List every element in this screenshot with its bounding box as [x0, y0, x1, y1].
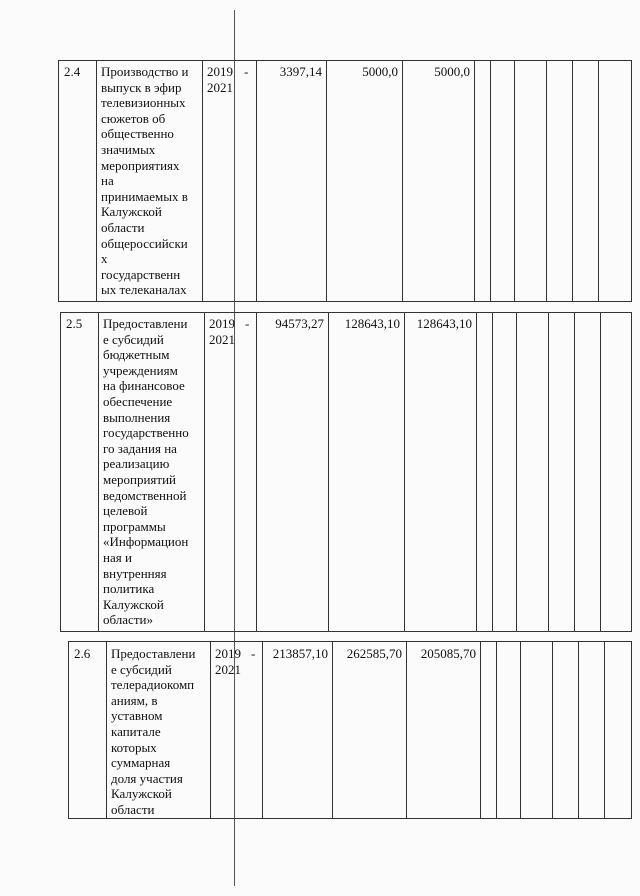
period-dash: - — [244, 64, 249, 79]
value-2021: 5000,0 — [434, 64, 470, 79]
period-dash: - — [245, 316, 250, 331]
scan-fold-line — [234, 10, 235, 886]
period-start: 2019 — [207, 64, 233, 79]
value-2020: 128643,10 — [344, 316, 400, 331]
period-dash: - — [251, 646, 256, 661]
period-start: 2019 — [209, 316, 235, 331]
value-2019: 94573,27 — [275, 316, 324, 331]
value-2020: 5000,0 — [362, 64, 398, 79]
row-number: 2.4 — [64, 64, 81, 79]
row-number: 2.6 — [74, 646, 91, 661]
period-end: 2021 — [209, 332, 235, 347]
row-number: 2.5 — [66, 316, 83, 331]
period-end: 2021 — [207, 80, 233, 95]
row-name: Предоставлени е субсидий телерадиокомп аниям, в уставном капитале которых суммарная доля участия Калужской области — [111, 646, 196, 817]
row-name: Предоставлени е субсидий бюджетным учреждениям на финансовое обеспечение выполнения государственно го задания на реализацию мероприятий ведомственной целевой программы «Информацион ная и внутренняя политика Калужской области» — [103, 316, 189, 628]
period-end: 2021 — [215, 662, 241, 677]
row-name: Производство и выпуск в эфир телевизионных сюжетов об общественно значимых мероприятиях на принимаемых в Калужской области общероссийски х государственн ых телеканалах — [101, 64, 189, 298]
value-2021: 205085,70 — [420, 646, 476, 661]
period-start: 2019 — [215, 646, 241, 661]
value-2020: 262585,70 — [346, 646, 402, 661]
value-2019: 3397,14 — [279, 64, 322, 79]
value-2019: 213857,10 — [272, 646, 328, 661]
value-2021: 128643,10 — [416, 316, 472, 331]
